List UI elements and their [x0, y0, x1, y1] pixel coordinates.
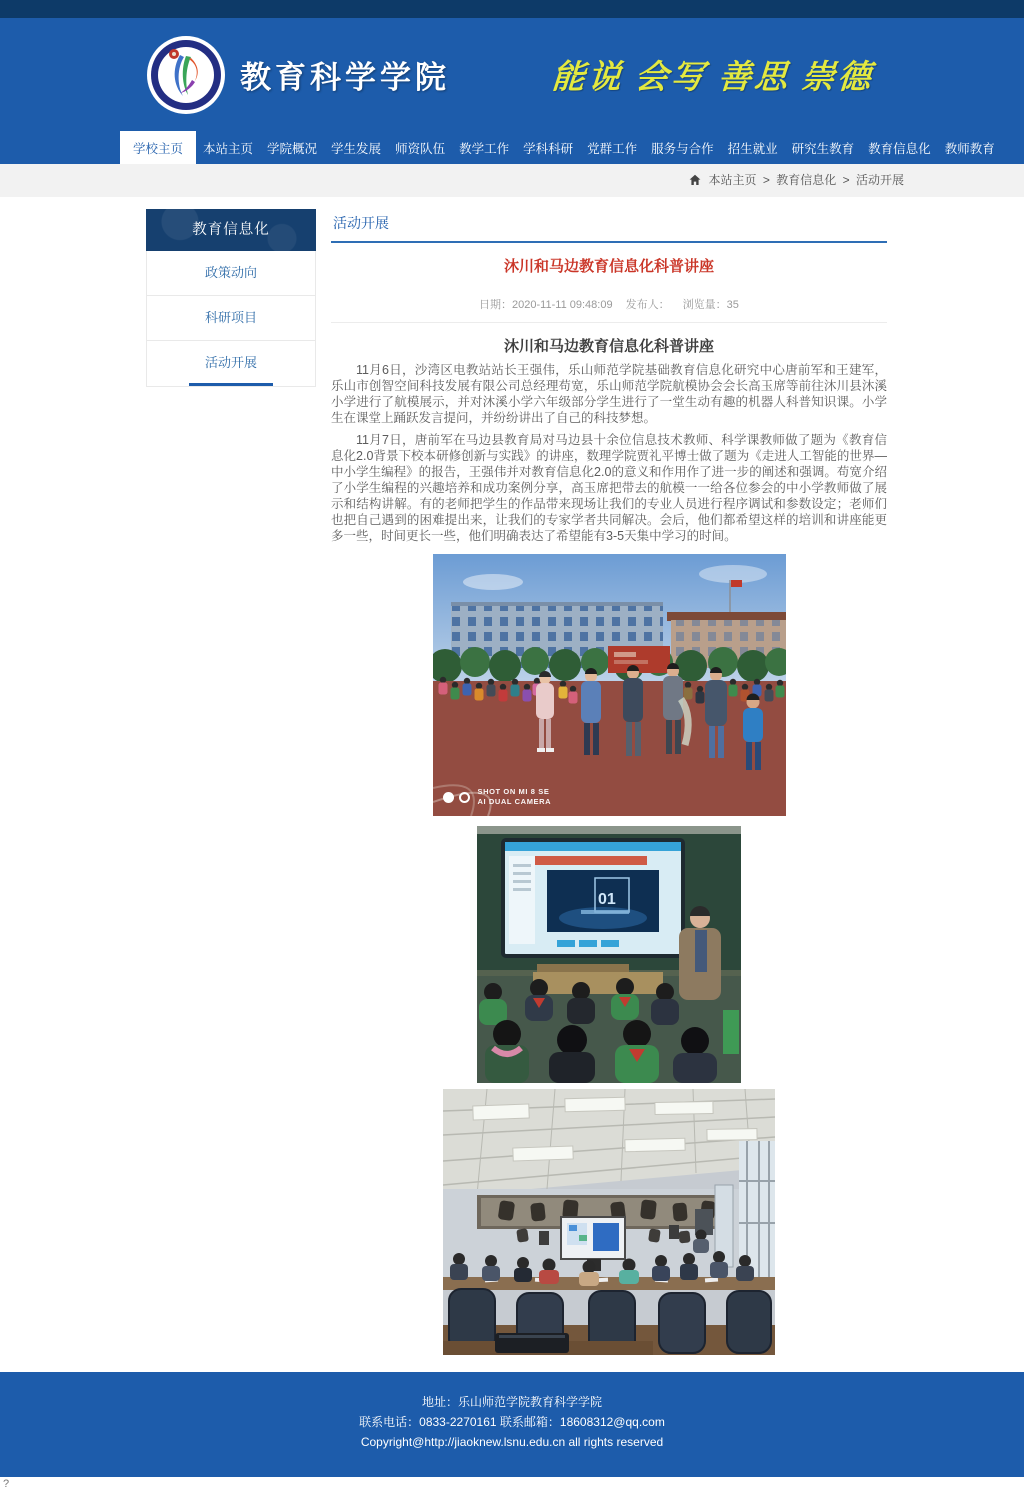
college-logo-icon	[146, 35, 226, 115]
nav-item-admissions[interactable]: 招生就业	[727, 141, 778, 156]
watermark-line2: AI DUAL CAMERA	[477, 797, 552, 806]
photo-meeting-room	[443, 1089, 775, 1355]
nav-item-student-development[interactable]: 学生发展	[331, 141, 382, 156]
camera-dots-icon	[443, 792, 470, 803]
nav-item-services-cooperation[interactable]: 服务与合作	[651, 141, 714, 156]
footer-address: 地址：乐山师范学院教育科学学院	[421, 1395, 602, 1409]
photo-playground-group	[433, 554, 786, 816]
article-date: 日期：2020-11-11 09:48:09	[479, 299, 613, 311]
breadcrumb-current: 活动开展	[855, 173, 904, 187]
sidebar-item-activities[interactable]: 活动开展	[147, 341, 315, 386]
photo-playground-illustration	[433, 554, 786, 816]
footer-contact: 联系电话：0833-2270161 联系邮箱：18608312@qq.com	[359, 1415, 665, 1429]
college-logo	[146, 35, 226, 115]
page-bottom-note: ?	[3, 1478, 10, 1490]
sidebar-list	[146, 251, 316, 387]
breadcrumb-home[interactable]: 本站主页	[708, 173, 757, 187]
site-header	[0, 18, 1024, 131]
main-content	[120, 197, 904, 1355]
site-slogan: 能说 会写 善思 崇德	[550, 60, 876, 96]
nav-item-graduate-education[interactable]: 研究生教育	[791, 141, 855, 156]
photo-classroom-lecture	[477, 826, 741, 1083]
article-paragraph-1: 11月6日，沙湾区电教站站长王强伟，乐山师范学院基础教育信息化研究中心唐前军和王建军，乐山市创智空间科技发展有限公司总经理苟宽，乐山师范学院航模协会会长高玉席等前往沐川县沐溪小学进行了航模展示，并对沐溪小学六年级部分学生进行了一堂生动有趣的机器人科普知识课。小学生在课堂上踊跃发言提问，并纷纷讲出了自己的科技梦想。	[331, 363, 887, 425]
section-title: 活动开展	[331, 209, 887, 243]
nav-item-teaching[interactable]: 教学工作	[459, 141, 510, 156]
screen-slide-number: 01	[598, 891, 616, 908]
watermark-line1: SHOT ON MI 8 SE	[477, 787, 550, 796]
breadcrumb-bar	[0, 164, 1024, 197]
nav-item-research[interactable]: 学科科研	[523, 141, 574, 156]
nav-item-site-home[interactable]: 本站主页	[203, 141, 254, 156]
article	[331, 209, 887, 1355]
photo-meeting-room-illustration	[443, 1089, 775, 1355]
breadcrumb-separator: >	[762, 173, 770, 187]
page-footer	[0, 1372, 1024, 1477]
nav-item-teacher-education[interactable]: 教师教育	[944, 141, 995, 156]
article-body-title: 沐川和马边教育信息化科普讲座	[503, 339, 714, 355]
photo-watermark	[443, 787, 552, 807]
home-icon	[689, 173, 705, 187]
sidebar	[146, 209, 316, 1355]
breadcrumb-category[interactable]: 教育信息化	[776, 173, 837, 187]
nav-item-school-home[interactable]: 学校主页	[120, 131, 196, 164]
nav-item-party-work[interactable]: 党群工作	[587, 141, 638, 156]
article-meta	[331, 296, 887, 323]
nav-item-faculty[interactable]: 师资队伍	[395, 141, 446, 156]
breadcrumb-separator: >	[842, 173, 850, 187]
site-title: 教育科学学院	[240, 60, 450, 95]
breadcrumb	[120, 164, 904, 197]
top-strip	[0, 0, 1024, 18]
article-paragraph-2: 11月7日，唐前军在马边县教育局对马边县十余位信息技术教师、科学课教师做了题为《教育信息化2.0背景下校本研修创新与实践》的讲座，数理学院贾礼平博士做了题为《走进人工智能的世界—中小学生编程》的报告，王强伟并对教育信息化2.0的意义和作用作了进一步的阐述和强调。苟宽介绍了小学生编程的兴趣培养和成功案例分享，高玉席把带去的航模一一给各位参会的中小学教师做了展示和结构讲解。有的老师把学生的作品带来现场让我们的专业人员进行程序调试和参数设定；老师们也把自己遇到的困难提出来，让我们的专家学者共同解决。会后，他们都希望这样的培训和讲座能更多一些，时间更长一些，他们明确表达了希望能有3-5天集中学习的时间。	[331, 433, 887, 543]
nav-item-college-overview[interactable]: 学院概况	[267, 141, 318, 156]
article-title: 沐川和马边教育信息化科普讲座	[503, 258, 714, 275]
article-views: 浏览量：35	[682, 299, 739, 311]
footer-copyright: Copyright@http://jiaoknew.lsnu.edu.cn all rights reserved	[360, 1435, 664, 1449]
sidebar-title: 教育信息化	[146, 209, 316, 251]
nav-item-education-informatization[interactable]: 教育信息化	[868, 141, 931, 156]
main-nav	[0, 131, 1024, 164]
sidebar-item-policy[interactable]: 政策动向	[147, 251, 315, 296]
article-publisher: 发布人：	[625, 299, 670, 311]
photo-classroom-illustration	[477, 826, 741, 1083]
sidebar-item-research-projects[interactable]: 科研项目	[147, 296, 315, 341]
